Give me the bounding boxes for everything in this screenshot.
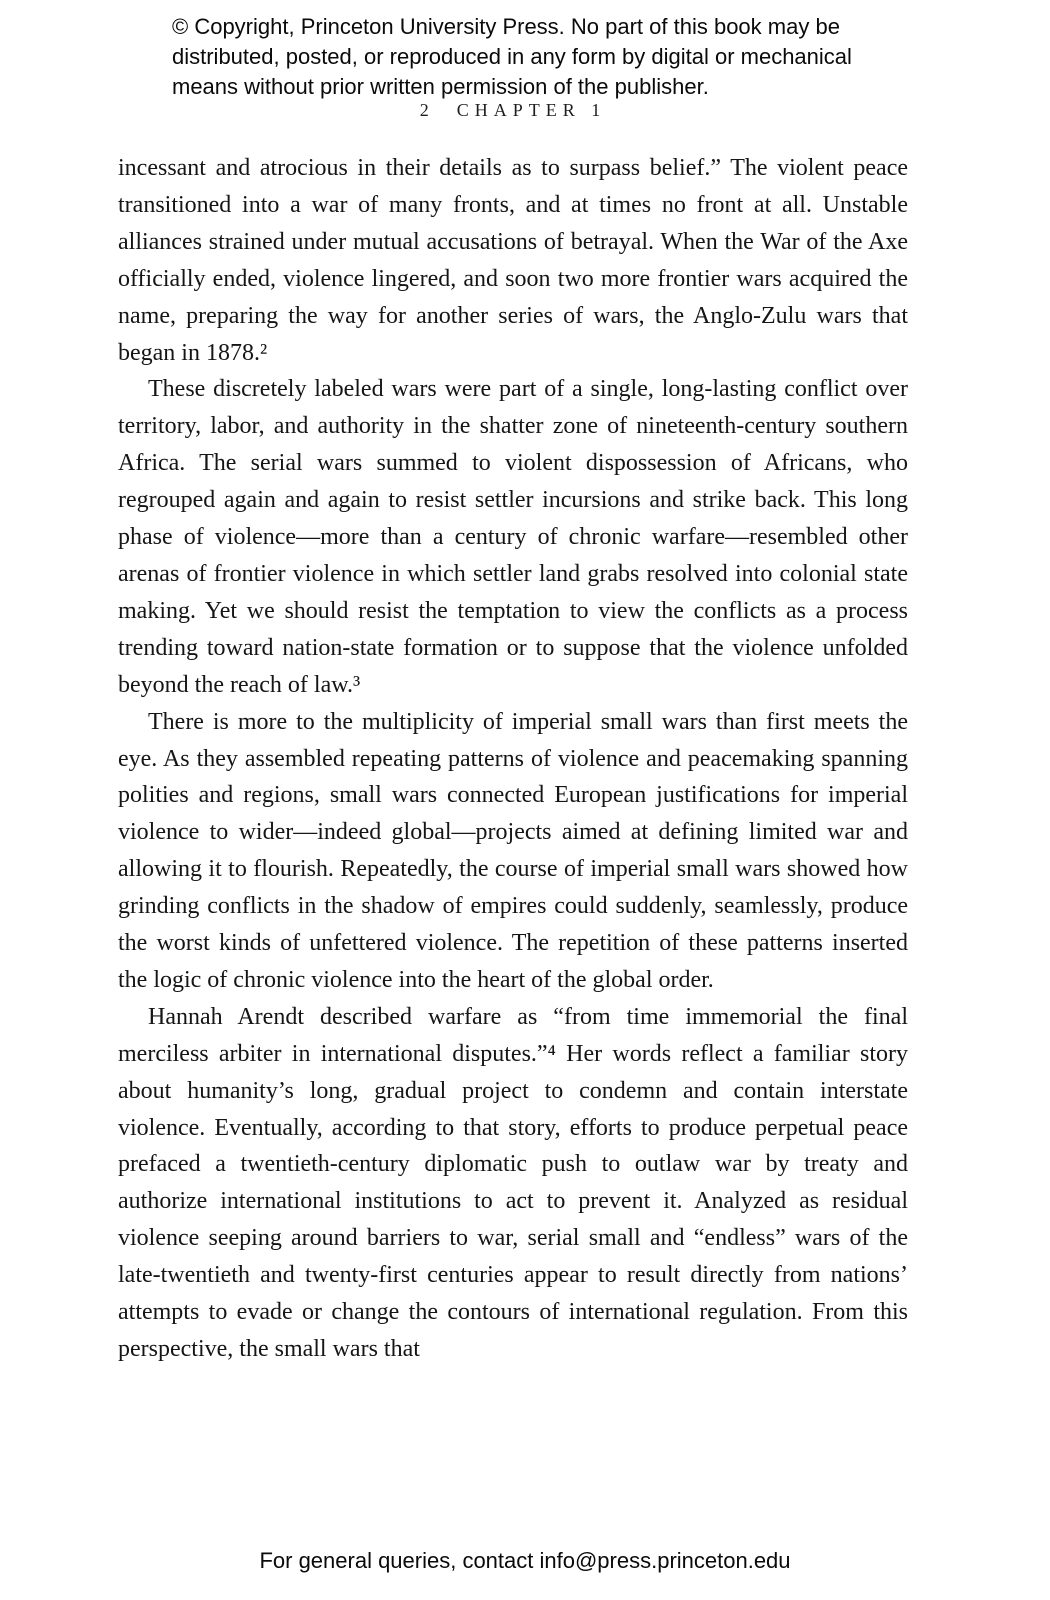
- paragraph-continuation: incessant and atrocious in their details as to surpass belief.” The violent peace transitioned into a war of many fronts, and at times no front at all. Unstable alliances strained under mutual accusations of betrayal. When the War of the Axe officially ended, violence lingered, and soon two more frontier wars acquired the name, preparing the way for another series of wars, the Anglo-Zulu wars that began in 1878.²: [118, 155, 908, 366]
- running-head: [118, 100, 908, 121]
- paragraph: These discretely labeled wars were part of a single, long-lasting conflict over territory, labor, and authority in the shatter zone of nineteenth-century southern Africa. The serial wars summed to violent dispossession of Africans, who regrouped again and again to resist settler incursions and strike back. This long phase of violence—more than a century of chronic warfare—resembled other arenas of frontier violence in which settler land grabs resolved into colonial state making. Yet we should resist the temptation to view the conflicts as a process trending toward nation-state formation or to suppose that the violence unfolded beyond the reach of law.³: [118, 376, 908, 698]
- footer-contact: For general queries, contact info@press.princeton.edu: [259, 1548, 791, 1573]
- copyright-notice: © Copyright, Princeton University Press. No part of this book may be distributed, posted, or reproduced in any form by digital or mechanical means without prior written permission of the publisher.: [172, 14, 852, 99]
- paragraph: There is more to the multiplicity of imperial small wars than first meets the eye. As they assembled repeating patterns of violence and peacemaking spanning polities and regions, small wars connected European justifications for imperial violence to wider—indeed global—projects aimed at defining limited war and allowing it to flourish. Repeatedly, the course of imperial small wars showed how grinding conflicts in the shadow of empires could suddenly, seamlessly, produce the worst kinds of unfettered violence. The repetition of these patterns inserted the logic of chronic violence into the heart of the global order.: [118, 708, 908, 993]
- chapter-label: CHAPTER 1: [456, 100, 607, 120]
- body-text: [118, 150, 908, 1368]
- paragraph: Hannah Arendt described warfare as “from time immemorial the final merciless arbiter in international disputes.”⁴ Her words reflect a familiar story about humanity’s long, gradual project to condemn and contain interstate violence. Eventually, according to that story, efforts to produce perpetual peace prefaced a twentieth-century diplomatic push to outlaw war by treaty and authorize international institutions to act to prevent it. Analyzed as residual violence seeping around barriers to war, serial small and “endless” wars of the late-twentieth and twenty-first centuries appear to result directly from nations’ attempts to evade or change the contours of international regulation. From this perspective, the small wars that: [118, 1003, 908, 1362]
- page-number: 2: [419, 100, 431, 120]
